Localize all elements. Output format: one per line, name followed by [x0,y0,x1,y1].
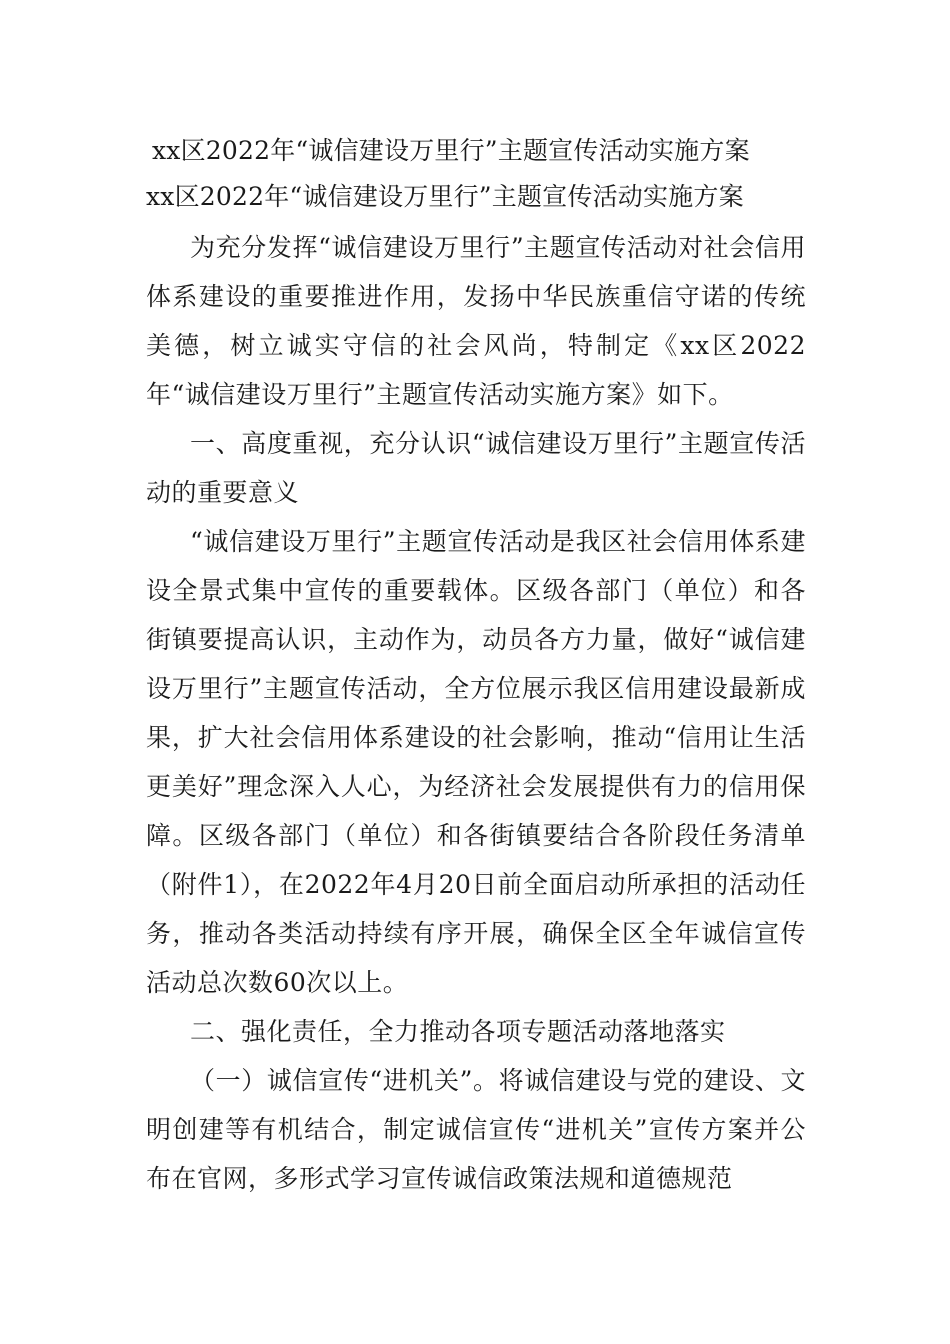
document-title: xx区2022年“诚信建设万里行”主题宣传活动实施方案 [152,136,750,165]
intro-paragraph: 为充分发挥“诚信建设万里行”主题宣传活动对社会信用体系建设的重要推进作用，发扬中华民族重信守诺的传统美德，树立诚实守信的社会风尚，特制定《xx区2022年“诚信建设万里行”主题宣传活动实施方案》如下。 [146,233,806,409]
document-page [146,128,806,1203]
section-2-item-1-paragraph: （一）诚信宣传“进机关”。将诚信建设与党的建设、文明创建等有机结合，制定诚信宣传“进机关”宣传方案并公布在官网，多形式学习宣传诚信政策法规和道德规范 [146,1066,806,1193]
section-1-paragraph: “诚信建设万里行”主题宣传活动是我区社会信用体系建设全景式集中宣传的重要载体。区级各部门（单位）和各街镇要提高认识，主动作为，动员各方力量，做好“诚信建设万里行”主题宣传活动，全方位展示我区信用建设最新成果，扩大社会信用体系建设的社会影响，推动“信用让生活更美好”理念深入人心，为经济社会发展提供有力的信用保障。区级各部门（单位）和各街镇要结合各阶段任务清单（附件1），在2022年4月20日前全面启动所承担的活动任务，推动各类活动持续有序开展，确保全区全年诚信宣传活动总次数60次以上。 [146,527,806,997]
document-subtitle: xx区2022年“诚信建设万里行”主题宣传活动实施方案 [146,182,744,211]
section-heading-2: 二、强化责任，全力推动各项专题活动落地落实 [190,1017,726,1046]
section-heading-1: 一、高度重视，充分认识“诚信建设万里行”主题宣传活动的重要意义 [146,429,806,507]
